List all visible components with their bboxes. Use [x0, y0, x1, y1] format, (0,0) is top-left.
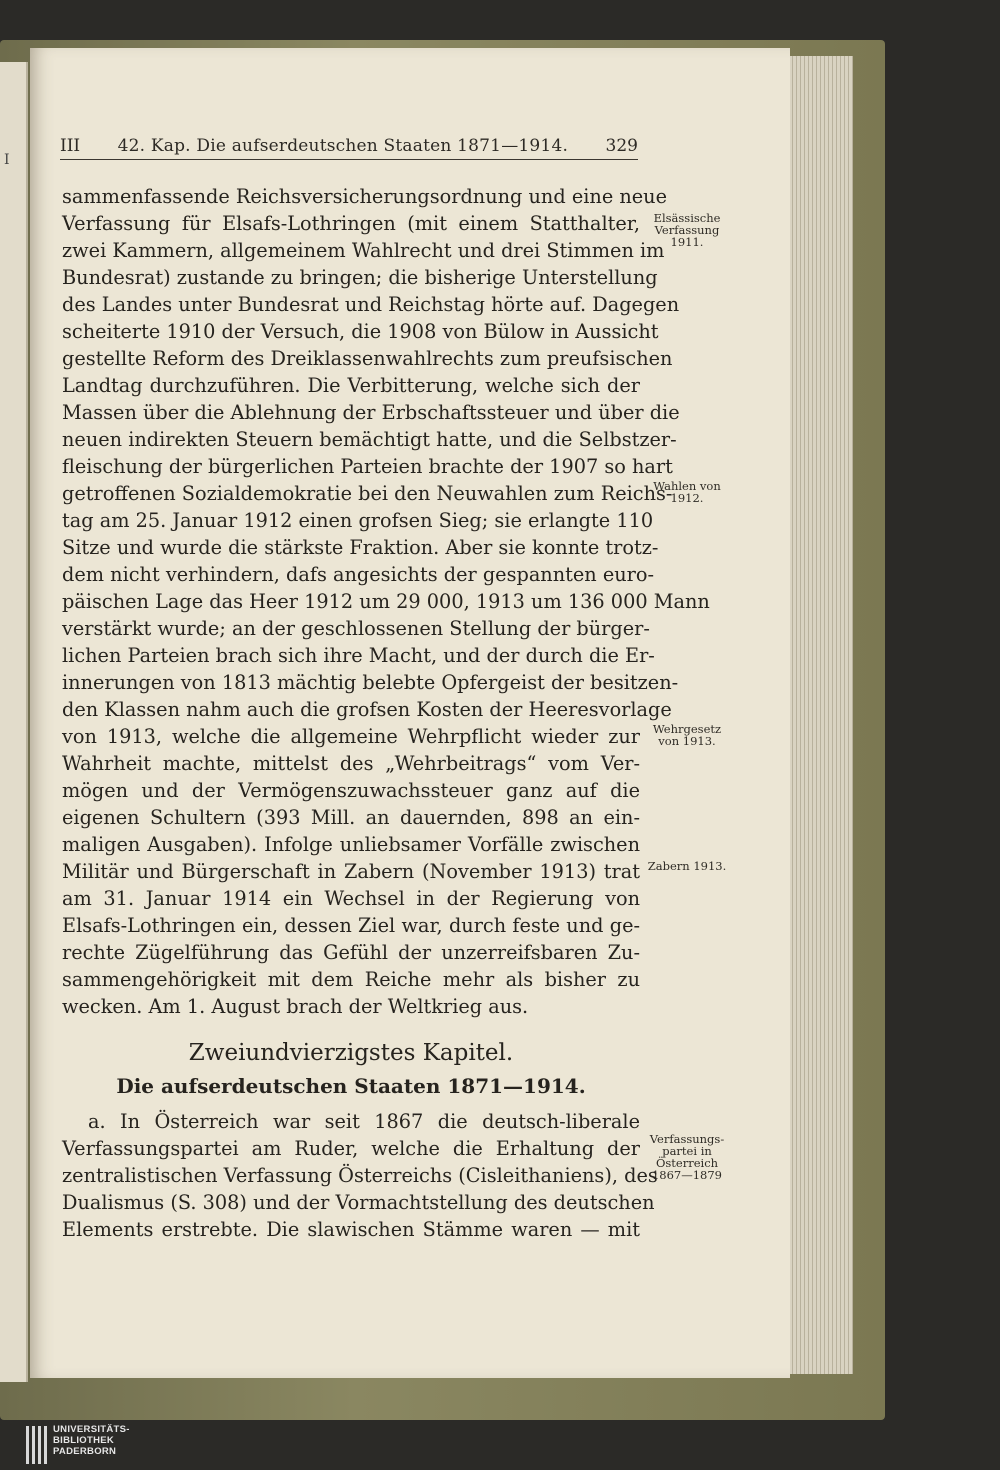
text-line: tag am 25. Januar 1912 einen grofsen Sieg; sie erlangte 110 [62, 509, 654, 532]
text-line: sammengehörigkeit mit dem Reiche mehr als bisher zu [62, 968, 640, 991]
margin-note-elsass: Elsässische Verfassung 1911. [653, 211, 721, 249]
text-line: wecken. Am 1. August brach der Weltkrieg aus. [62, 995, 529, 1018]
text-line: Wahrheit machte, mittelst des „Wehrbeitrags“ vom Ver- [62, 752, 640, 775]
text-line: a. In Österreich war seit 1867 die deutsch-liberale [88, 1110, 640, 1133]
text-line: Verfassung für Elsafs-Lothringen (mit einem Statthalter, [62, 212, 640, 235]
text-line: lichen Parteien brach sich ihre Macht, und der durch die Er- [62, 644, 655, 667]
footer-bar [0, 1420, 1000, 1470]
header-title: 42. Kap. Die aufserdeutschen Staaten 1871—1914. [117, 136, 569, 156]
text-line: maligen Ausgaben). Infolge unliebsamer Vorfälle zwischen [62, 833, 640, 856]
running-header [60, 136, 638, 160]
logo-line-2: BIBLIOTHEK [53, 1435, 115, 1446]
library-logo [26, 1424, 130, 1464]
text-line: Militär und Bürgerschaft in Zabern (November 1913) trat [62, 860, 640, 883]
margin-note-wahlen: Wahlen von 1912. [653, 479, 721, 505]
text-line: Elements erstrebte. Die slawischen Stämme waren — mit [62, 1218, 640, 1241]
text-line: zwei Kammern, allgemeinem Wahlrecht und drei Stimmen im [62, 239, 665, 262]
text-line: sammenfassende Reichsversicherungsordnung und eine neue [62, 185, 668, 208]
text-line: Sitze und wurde die stärkste Fraktion. Aber sie konnte trotz- [62, 536, 659, 559]
text-line: Landtag durchzuführen. Die Verbitterung, welche sich der [62, 374, 640, 397]
text-line: neuen indirekten Steuern bemächtigt hatte, und die Selbstzer- [62, 428, 677, 451]
text-line: am 31. Januar 1914 ein Wechsel in der Regierung von [62, 887, 640, 910]
left-page-edge [0, 62, 28, 1382]
text-line: eigenen Schultern (393 Mill. an dauernden, 898 an ein- [62, 806, 640, 829]
text-line: zentralistischen Verfassung Österreichs (Cisleithaniens), des [62, 1164, 658, 1187]
text-line: Dualismus (S. 308) und der Vormachtstellung des deutschen [62, 1191, 655, 1214]
margin-note-verfassungspartei: Verfassungs- partei in Österreich 1867—1879 [649, 1132, 725, 1182]
chapter-paragraph [62, 1108, 658, 1243]
text-line: dem nicht verhindern, dafs angesichts der gespannten euro- [62, 563, 655, 586]
text-line: Elsafs-Lothringen ein, dessen Ziel war, durch feste und ge- [62, 914, 640, 937]
header-section: III [60, 136, 81, 156]
text-line: mögen und der Vermögenszuwachssteuer ganz auf die [62, 779, 640, 802]
text-line: fleischung der bürgerlichen Parteien brachte der 1907 so hart [62, 455, 673, 478]
text-line: Massen über die Ablehnung der Erbschaftssteuer und über die [62, 401, 680, 424]
text-line: gestellte Reform des Dreiklassenwahlrechts zum preufsischen [62, 347, 673, 370]
margin-note-wehrgesetz: Wehrgesetz von 1913. [652, 722, 722, 748]
logo-line-3: PADERBORN [53, 1446, 117, 1457]
text-line: Verfassungspartei am Ruder, welche die Erhaltung der [62, 1137, 640, 1160]
text-line: scheiterte 1910 der Versuch, die 1908 von Bülow in Aussicht [62, 320, 659, 343]
left-page-mark: I [4, 152, 10, 168]
text-line: des Landes unter Bundesrat und Reichstag hörte auf. Dagegen [62, 293, 680, 316]
text-line: verstärkt wurde; an der geschlossenen Stellung der bürger- [62, 617, 650, 640]
text-line: Bundesrat) zustande zu bringen; die bisherige Unterstellung [62, 266, 658, 289]
text-line: rechte Zügelführung das Gefühl der unzerreifsbaren Zu- [62, 941, 640, 964]
page-number: 329 [605, 136, 638, 156]
chapter-subtitle: Die aufserdeutschen Staaten 1871—1914. [116, 1074, 586, 1098]
page-edges [780, 56, 853, 1374]
logo-line-1: UNIVERSITÄTS- [53, 1424, 130, 1435]
text-line: getroffenen Sozialdemokratie bei den Neuwahlen zum Reichs- [62, 482, 673, 505]
margin-note-zabern: Zabern 1913. [647, 859, 727, 873]
text-line: von 1913, welche die allgemeine Wehrpflicht wieder zur [62, 725, 640, 748]
text-line: innerungen von 1813 mächtig belebte Opfergeist der besitzen- [62, 671, 679, 694]
library-logo-icon [26, 1426, 47, 1464]
text-line: den Klassen nahm auch die grofsen Kosten der Heeresvorlage [62, 698, 672, 721]
chapter-title: Zweiundvierzigstes Kapitel. [188, 1040, 514, 1066]
text-line: päischen Lage das Heer 1912 um 29 000, 1913 um 136 000 Mann [62, 590, 710, 613]
